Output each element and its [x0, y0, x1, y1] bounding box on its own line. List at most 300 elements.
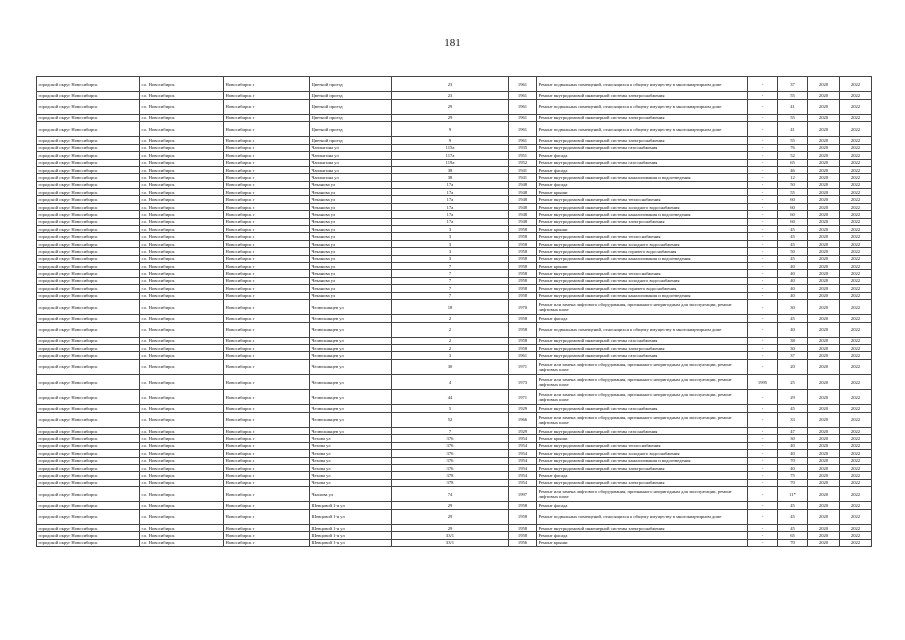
settlement-cell: г.о. Новосибирск [140, 174, 224, 181]
city-cell: Новосибирск г [224, 337, 310, 344]
build-year-cell: 1961 [509, 77, 537, 92]
cost-cell: 50 [778, 248, 808, 255]
district-cell: городской округ Новосибирск [37, 189, 140, 196]
start-year-cell: 2020 [808, 412, 840, 427]
district-cell: городской округ Новосибирск [37, 405, 140, 412]
house-number-cell: 7 [392, 292, 509, 299]
district-cell: городской округ Новосибирск [37, 181, 140, 188]
end-year-cell: 2022 [840, 479, 872, 486]
work-type-cell: Ремонт подвальных помещений, относящихся к общему имуществу в многоквартирном доме [537, 77, 748, 92]
city-cell: Новосибирск г [224, 359, 310, 374]
work-type-cell: Ремонт внутридомовой инженерной системы холодного водоснабжения [537, 450, 748, 457]
cost-cell: 40 [778, 442, 808, 449]
start-year-cell: 2020 [808, 337, 840, 344]
extra-cell: - [748, 285, 778, 292]
district-cell: городской округ Новосибирск [37, 226, 140, 233]
end-year-cell: 2022 [840, 539, 872, 546]
table-row [37, 196, 872, 203]
street-cell: Чехова ул [310, 472, 392, 479]
work-type-cell: Ремонт внутридомовой инженерной системы электроснабжения [537, 524, 748, 531]
work-type-cell: Ремонт внутридомовой инженерной системы газоснабжения [537, 337, 748, 344]
cost-cell: 55 [778, 92, 808, 99]
table-row [37, 428, 872, 435]
end-year-cell: 2022 [840, 248, 872, 255]
cost-cell: 37 [778, 77, 808, 92]
house-number-cell: 38 [392, 166, 509, 173]
district-cell: городской округ Новосибирск [37, 270, 140, 277]
build-year-cell: 1958 [509, 524, 537, 531]
extra-cell: 1995 [748, 375, 778, 390]
extra-cell: - [748, 144, 778, 151]
extra-cell: - [748, 189, 778, 196]
table-row [37, 479, 872, 486]
house-number-cell: 7 [392, 285, 509, 292]
work-type-cell: Ремонт внутридомовой инженерной системы канализования и водоотведения [537, 457, 748, 464]
city-cell: Новосибирск г [224, 428, 310, 435]
end-year-cell: 2022 [840, 345, 872, 352]
house-number-cell: 5 [392, 405, 509, 412]
end-year-cell: 2022 [840, 442, 872, 449]
street-cell: Чехова ул [310, 464, 392, 471]
start-year-cell: 2020 [808, 322, 840, 337]
settlement-cell: г.о. Новосибирск [140, 472, 224, 479]
build-year-cell: 1961 [509, 114, 537, 121]
work-type-cell: Ремонт внутридомовой инженерной системы холодного водоснабжения [537, 240, 748, 247]
extra-cell: - [748, 122, 778, 137]
table-row [37, 292, 872, 299]
district-cell: городской округ Новосибирск [37, 315, 140, 322]
settlement-cell: г.о. Новосибирск [140, 248, 224, 255]
cost-cell: 60 [778, 211, 808, 218]
start-year-cell: 2020 [808, 479, 840, 486]
district-cell: городской округ Новосибирск [37, 390, 140, 405]
settlement-cell: г.о. Новосибирск [140, 539, 224, 546]
district-cell: городской округ Новосибирск [37, 196, 140, 203]
house-number-cell: 17а [392, 189, 509, 196]
end-year-cell: 2022 [840, 114, 872, 121]
street-cell: Цветной проезд [310, 99, 392, 114]
start-year-cell: 2020 [808, 359, 840, 374]
work-type-cell: Ремонт крыши [537, 539, 748, 546]
work-type-cell: Ремонт внутридомовой инженерной системы теплоснабжения [537, 270, 748, 277]
district-cell: городской округ Новосибирск [37, 233, 140, 240]
end-year-cell: 2022 [840, 233, 872, 240]
settlement-cell: г.о. Новосибирск [140, 359, 224, 374]
settlement-cell: г.о. Новосибирск [140, 479, 224, 486]
cost-cell: 65 [778, 532, 808, 539]
start-year-cell: 2020 [808, 487, 840, 502]
build-year-cell: 1929 [509, 405, 537, 412]
extra-cell: - [748, 114, 778, 121]
settlement-cell: г.о. Новосибирск [140, 77, 224, 92]
end-year-cell: 2022 [840, 509, 872, 524]
start-year-cell: 2020 [808, 240, 840, 247]
build-year-cell: 1952 [509, 159, 537, 166]
build-year-cell: 1958 [509, 502, 537, 509]
street-cell: Шевцовой 1-я ул [310, 539, 392, 546]
settlement-cell: г.о. Новосибирск [140, 464, 224, 471]
house-number-cell: 23 [392, 92, 509, 99]
work-type-cell: Ремонт фасада [537, 181, 748, 188]
table-row [37, 502, 872, 509]
settlement-cell: г.о. Новосибирск [140, 159, 224, 166]
house-number-cell: 18 [392, 299, 509, 314]
work-type-cell: Ремонт внутридомовой инженерной системы горячего водоснабжения [537, 285, 748, 292]
city-cell: Новосибирск г [224, 181, 310, 188]
city-cell: Новосибирск г [224, 442, 310, 449]
street-cell: Чкалова ул [310, 487, 392, 502]
cost-cell: 33 [778, 412, 808, 427]
build-year-cell: 1958 [509, 240, 537, 247]
cost-cell: 40 [778, 262, 808, 269]
cost-cell: 45 [778, 240, 808, 247]
settlement-cell: г.о. Новосибирск [140, 137, 224, 144]
city-cell: Новосибирск г [224, 345, 310, 352]
house-number-cell: 29 [392, 114, 509, 121]
street-cell: Чаплыгина ул [310, 144, 392, 151]
extra-cell: - [748, 359, 778, 374]
cost-cell: 40 [778, 292, 808, 299]
start-year-cell: 2020 [808, 114, 840, 121]
extra-cell: - [748, 442, 778, 449]
table-row [37, 442, 872, 449]
work-type-cell: Ремонт крыши [537, 226, 748, 233]
street-cell: Чаплыгина ул [310, 152, 392, 159]
start-year-cell: 2020 [808, 450, 840, 457]
street-cell: Челюскинцев ул [310, 359, 392, 374]
table-row [37, 359, 872, 374]
start-year-cell: 2020 [808, 352, 840, 359]
extra-cell: - [748, 218, 778, 225]
build-year-cell: 1961 [509, 92, 537, 99]
cost-cell: 41 [778, 99, 808, 114]
cost-cell: 41 [778, 122, 808, 137]
build-year-cell: 1958 [509, 292, 537, 299]
work-type-cell: Ремонт внутридомовой инженерной системы газоснабжения [537, 352, 748, 359]
settlement-cell: г.о. Новосибирск [140, 487, 224, 502]
table-row [37, 152, 872, 159]
house-number-cell: 30 [392, 359, 509, 374]
street-cell: Челюскинцев ул [310, 375, 392, 390]
city-cell: Новосибирск г [224, 99, 310, 114]
end-year-cell: 2022 [840, 137, 872, 144]
end-year-cell: 2022 [840, 196, 872, 203]
city-cell: Новосибирск г [224, 196, 310, 203]
district-cell: городской округ Новосибирск [37, 92, 140, 99]
house-number-cell: 52 [392, 412, 509, 427]
cost-cell: 55 [778, 189, 808, 196]
city-cell: Новосибирск г [224, 226, 310, 233]
street-cell: Чаплыгина ул [310, 166, 392, 173]
extra-cell: - [748, 92, 778, 99]
work-type-cell: Ремонт подвальных помещений, относящихся к общему имуществу в многоквартирном доме [537, 509, 748, 524]
district-cell: городской округ Новосибирск [37, 428, 140, 435]
build-year-cell: 1954 [509, 457, 537, 464]
house-number-cell: 376 [392, 457, 509, 464]
street-cell: Шевцовой 1-я ул [310, 524, 392, 531]
city-cell: Новосибирск г [224, 152, 310, 159]
extra-cell: - [748, 211, 778, 218]
table-row [37, 487, 872, 502]
house-number-cell: 378 [392, 479, 509, 486]
cost-cell: 29 [778, 390, 808, 405]
end-year-cell: 2022 [840, 450, 872, 457]
end-year-cell: 2022 [840, 240, 872, 247]
table-row [37, 248, 872, 255]
build-year-cell: 1929 [509, 428, 537, 435]
city-cell: Новосибирск г [224, 270, 310, 277]
street-cell: Шевцовой 1-я ул [310, 509, 392, 524]
street-cell: Цветной проезд [310, 114, 392, 121]
end-year-cell: 2022 [840, 464, 872, 471]
cost-cell: 70 [778, 479, 808, 486]
city-cell: Новосибирск г [224, 166, 310, 173]
work-type-cell: Ремонт фасада [537, 166, 748, 173]
start-year-cell: 2020 [808, 524, 840, 531]
district-cell: городской округ Новосибирск [37, 248, 140, 255]
cost-cell: 40 [778, 285, 808, 292]
start-year-cell: 2020 [808, 405, 840, 412]
street-cell: Челюскинцев ул [310, 337, 392, 344]
city-cell: Новосибирск г [224, 539, 310, 546]
table-row [37, 189, 872, 196]
street-cell: Шевцовой 1-я ул [310, 532, 392, 539]
start-year-cell: 2020 [808, 299, 840, 314]
district-cell: городской округ Новосибирск [37, 509, 140, 524]
work-type-cell: Ремонт внутридомовой инженерной системы газоснабжения [537, 159, 748, 166]
city-cell: Новосибирск г [224, 472, 310, 479]
work-type-cell: Ремонт внутридомовой инженерной системы холодного водоснабжения [537, 203, 748, 210]
start-year-cell: 2020 [808, 99, 840, 114]
extra-cell: - [748, 166, 778, 173]
city-cell: Новосибирск г [224, 77, 310, 92]
extra-cell: - [748, 226, 778, 233]
table-body [37, 77, 872, 547]
district-cell: городской округ Новосибирск [37, 218, 140, 225]
cost-cell: 45 [778, 502, 808, 509]
extra-cell: - [748, 270, 778, 277]
settlement-cell: г.о. Новосибирск [140, 196, 224, 203]
district-cell: городской округ Новосибирск [37, 211, 140, 218]
house-number-cell: 376 [392, 442, 509, 449]
street-cell: Цветной проезд [310, 122, 392, 137]
cost-cell: 40 [778, 277, 808, 284]
work-type-cell: Ремонт фасада [537, 315, 748, 322]
house-number-cell: 17а [392, 211, 509, 218]
build-year-cell: 1971 [509, 359, 537, 374]
cost-cell: 76 [778, 144, 808, 151]
table-row [37, 270, 872, 277]
house-number-cell: 23 [392, 77, 509, 92]
cost-cell: 40 [778, 464, 808, 471]
table-row [37, 114, 872, 121]
extra-cell: - [748, 203, 778, 210]
settlement-cell: г.о. Новосибирск [140, 375, 224, 390]
city-cell: Новосибирск г [224, 322, 310, 337]
end-year-cell: 2022 [840, 270, 872, 277]
district-cell: городской округ Новосибирск [37, 255, 140, 262]
build-year-cell: 1935 [509, 144, 537, 151]
extra-cell: - [748, 457, 778, 464]
end-year-cell: 2022 [840, 359, 872, 374]
work-type-cell: Ремонт крыши [537, 262, 748, 269]
city-cell: Новосибирск г [224, 299, 310, 314]
city-cell: Новосибирск г [224, 137, 310, 144]
build-year-cell: 1954 [509, 450, 537, 457]
settlement-cell: г.о. Новосибирск [140, 345, 224, 352]
extra-cell: - [748, 315, 778, 322]
table-row [37, 524, 872, 531]
cost-cell: 70 [778, 457, 808, 464]
settlement-cell: г.о. Новосибирск [140, 509, 224, 524]
city-cell: Новосибирск г [224, 435, 310, 442]
settlement-cell: г.о. Новосибирск [140, 412, 224, 427]
start-year-cell: 2020 [808, 144, 840, 151]
build-year-cell: 1958 [509, 532, 537, 539]
settlement-cell: г.о. Новосибирск [140, 442, 224, 449]
district-cell: городской округ Новосибирск [37, 479, 140, 486]
settlement-cell: г.о. Новосибирск [140, 166, 224, 173]
build-year-cell: 1961 [509, 99, 537, 114]
cost-cell: 45 [778, 315, 808, 322]
work-type-cell: Ремонт внутридомовой инженерной системы канализования и водоотведения [537, 174, 748, 181]
work-type-cell: Ремонт внутридомовой инженерной системы канализования и водоотведения [537, 211, 748, 218]
end-year-cell: 2022 [840, 226, 872, 233]
table-row [37, 299, 872, 314]
work-type-cell: Ремонт крыши [537, 435, 748, 442]
cost-cell: 60 [778, 218, 808, 225]
work-type-cell: Ремонт внутридомовой инженерной системы газоснабжения [537, 405, 748, 412]
end-year-cell: 2022 [840, 502, 872, 509]
house-number-cell: 44 [392, 390, 509, 405]
start-year-cell: 2020 [808, 277, 840, 284]
extra-cell: - [748, 412, 778, 427]
build-year-cell: 1958 [509, 277, 537, 284]
city-cell: Новосибирск г [224, 487, 310, 502]
work-type-cell: Ремонт внутридомовой инженерной системы электроснабжения [537, 92, 748, 99]
city-cell: Новосибирск г [224, 450, 310, 457]
house-number-cell: 3 [392, 248, 509, 255]
settlement-cell: г.о. Новосибирск [140, 435, 224, 442]
street-cell: Чеканова ул [310, 240, 392, 247]
district-cell: городской округ Новосибирск [37, 174, 140, 181]
table-row [37, 472, 872, 479]
city-cell: Новосибирск г [224, 502, 310, 509]
city-cell: Новосибирск г [224, 122, 310, 137]
city-cell: Новосибирск г [224, 255, 310, 262]
district-cell: городской округ Новосибирск [37, 412, 140, 427]
build-year-cell: 1948 [509, 211, 537, 218]
table-row [37, 532, 872, 539]
table-row [37, 137, 872, 144]
end-year-cell: 2022 [840, 181, 872, 188]
cost-cell: 30 [778, 435, 808, 442]
settlement-cell: г.о. Новосибирск [140, 428, 224, 435]
extra-cell: - [748, 502, 778, 509]
street-cell: Цветной проезд [310, 77, 392, 92]
district-cell: городской округ Новосибирск [37, 114, 140, 121]
cost-cell: 60 [778, 196, 808, 203]
house-number-cell: 117а [392, 152, 509, 159]
extra-cell: - [748, 159, 778, 166]
house-number-cell: 9 [392, 137, 509, 144]
start-year-cell: 2020 [808, 315, 840, 322]
start-year-cell: 2020 [808, 502, 840, 509]
house-number-cell: 17а [392, 218, 509, 225]
cost-cell: 45 [778, 405, 808, 412]
start-year-cell: 2020 [808, 92, 840, 99]
build-year-cell: 1961 [509, 137, 537, 144]
work-type-cell: Ремонт крыши [537, 189, 748, 196]
district-cell: городской округ Новосибирск [37, 502, 140, 509]
house-number-cell: 2 [392, 337, 509, 344]
settlement-cell: г.о. Новосибирск [140, 405, 224, 412]
build-year-cell: 1954 [509, 479, 537, 486]
start-year-cell: 2020 [808, 174, 840, 181]
cost-cell: 38 [778, 337, 808, 344]
table-row [37, 322, 872, 337]
build-year-cell: 1958 [509, 509, 537, 524]
street-cell: Чехова ул [310, 457, 392, 464]
house-number-cell: 2 [392, 322, 509, 337]
city-cell: Новосибирск г [224, 277, 310, 284]
city-cell: Новосибирск г [224, 248, 310, 255]
cost-cell: 45 [778, 226, 808, 233]
cost-cell: 12 [778, 174, 808, 181]
district-cell: городской округ Новосибирск [37, 487, 140, 502]
settlement-cell: г.о. Новосибирск [140, 218, 224, 225]
street-cell: Челюскинцев ул [310, 428, 392, 435]
start-year-cell: 2020 [808, 226, 840, 233]
district-cell: городской округ Новосибирск [37, 159, 140, 166]
build-year-cell: 1941 [509, 174, 537, 181]
start-year-cell: 2020 [808, 159, 840, 166]
settlement-cell: г.о. Новосибирск [140, 292, 224, 299]
street-cell: Чехова ул [310, 442, 392, 449]
table-row [37, 539, 872, 546]
end-year-cell: 2022 [840, 315, 872, 322]
settlement-cell: г.о. Новосибирск [140, 337, 224, 344]
extra-cell: - [748, 233, 778, 240]
street-cell: Чеканова ул [310, 218, 392, 225]
build-year-cell: 1958 [509, 322, 537, 337]
start-year-cell: 2020 [808, 137, 840, 144]
cost-cell: 37 [778, 352, 808, 359]
start-year-cell: 2020 [808, 428, 840, 435]
cost-cell: 55 [778, 137, 808, 144]
table-row [37, 144, 872, 151]
street-cell: Цветной проезд [310, 92, 392, 99]
street-cell: Шевцовой 1-я ул [310, 502, 392, 509]
end-year-cell: 2022 [840, 159, 872, 166]
cost-cell: 52 [778, 152, 808, 159]
street-cell: Чеканова ул [310, 270, 392, 277]
cost-cell: 46 [778, 166, 808, 173]
work-type-cell: Ремонт внутридомовой инженерной системы газоснабжения [537, 428, 748, 435]
settlement-cell: г.о. Новосибирск [140, 181, 224, 188]
end-year-cell: 2022 [840, 435, 872, 442]
district-cell: городской округ Новосибирск [37, 122, 140, 137]
extra-cell: - [748, 240, 778, 247]
extra-cell: - [748, 524, 778, 531]
end-year-cell: 2022 [840, 285, 872, 292]
settlement-cell: г.о. Новосибирск [140, 233, 224, 240]
settlement-cell: г.о. Новосибирск [140, 390, 224, 405]
settlement-cell: г.о. Новосибирск [140, 524, 224, 531]
cost-cell: 40 [778, 450, 808, 457]
work-type-cell: Ремонт внутридомовой инженерной системы электроснабжения [537, 464, 748, 471]
district-cell: городской округ Новосибирск [37, 345, 140, 352]
